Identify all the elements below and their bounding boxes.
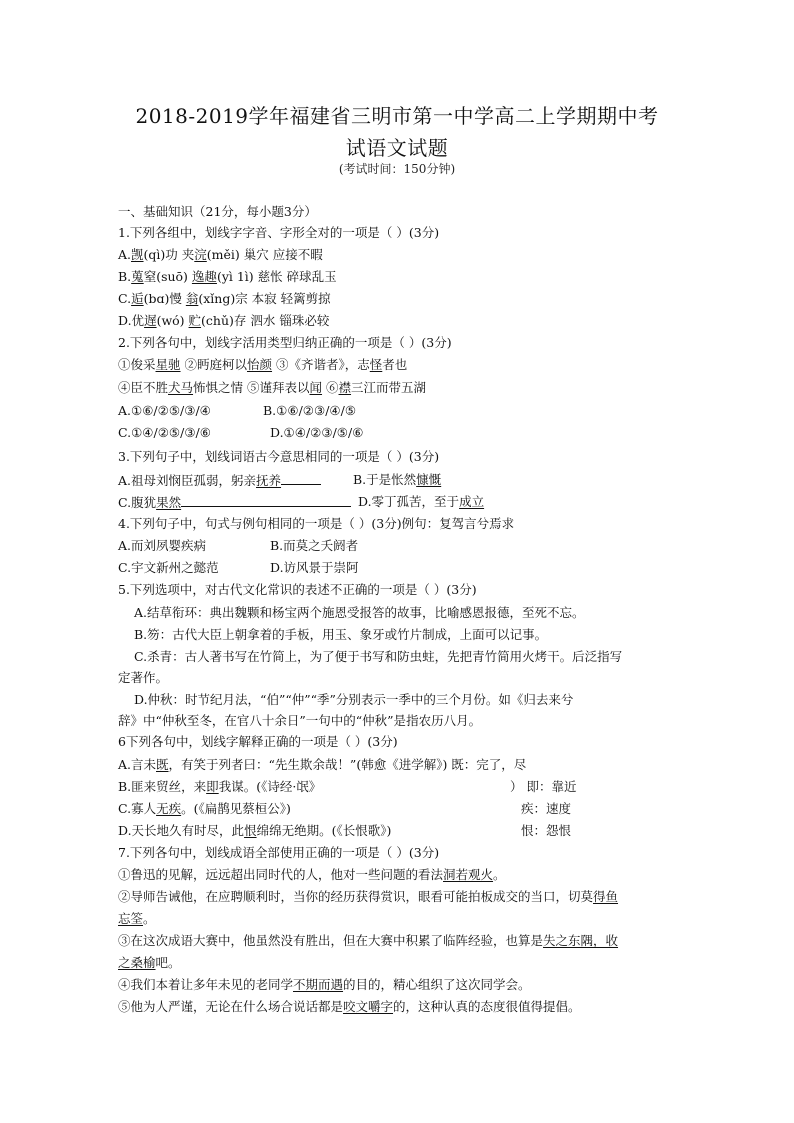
q6-option-b: B.匪来贸丝，来即我谋。(《诗经·氓》 bbox=[118, 779, 322, 794]
exam-title-line2: 试语文试题 bbox=[345, 136, 449, 160]
q7-sentence-3-line1: ③在这次成语大赛中，他虽然没有胜出，但在大赛中积累了临阵经验，也算是失之东隅，收 bbox=[118, 933, 619, 948]
q1-option-c: C.逅(bɑ)慢 翁(xǐng)宗 本寂 轻篱剪掠 bbox=[118, 291, 331, 306]
q2-option-d: D.①④/②③/⑤/⑥ bbox=[270, 425, 364, 440]
q3-stem: 3.下列句子中，划线词语古今意思相同的一项是（ ）(3分) bbox=[118, 449, 440, 464]
q4-option-a: A.而刘夙婴疾病 bbox=[118, 538, 207, 553]
exam-time: (考试时间：150分钟) bbox=[338, 162, 456, 176]
q1-option-d: D.优遅(wó) 贮(chǔ)存 泗水 锱珠必较 bbox=[118, 313, 330, 328]
q6-option-d: D.天长地久有时尽，此恨绵绵无绝期。(《长恨歌》) bbox=[118, 823, 392, 838]
q7-sentence-2-line2: 忘筌。 bbox=[118, 911, 156, 926]
q6-option-c-gloss: 疾：速度 bbox=[521, 801, 572, 816]
q5-option-d-line1: D.仲秋：时节纪月法，“伯”“仲”“季”分别表示一季中的三个月份。如《归去来兮 bbox=[134, 692, 574, 707]
q4-stem: 4.下列句子中，句式与例句相同的一项是（ ）(3分)例句：复驾言兮焉求 bbox=[118, 516, 515, 531]
q6-option-d-gloss: 恨：怨恨 bbox=[521, 823, 572, 838]
q2-stem: 2.下列各句中，划线字活用类型归纳正确的一项是（ ）(3分) bbox=[118, 335, 452, 350]
q6-option-b-gloss: ） 即：靠近 bbox=[510, 779, 577, 794]
q5-option-c-line2: 定著作。 bbox=[118, 670, 169, 685]
section-heading: 一、基础知识（21分，每小题3分） bbox=[118, 204, 317, 219]
q7-sentence-2-line1: ②导师告诫他，在应聘顺利时，当你的经历获得赏识，眼看可能拍板成交的当口，切莫得鱼 bbox=[118, 889, 619, 904]
q6-option-c: C.寡人无疾。(《扁鹊见蔡桓公》) bbox=[118, 801, 291, 816]
q2-option-c: C.①④/②⑤/③/⑥ bbox=[118, 425, 211, 440]
q5-option-b: B.笏：古代大臣上朝拿着的手板，用玉、象牙或竹片制成，上面可以记事。 bbox=[134, 627, 548, 642]
q1-option-a: A.觊(qì)功 夹浣(měi) 巢穴 应接不暇 bbox=[118, 247, 323, 262]
q3-option-b: B.于是怅然慷慨 bbox=[353, 472, 442, 487]
q3-option-d: D.零丁孤苦，至于成立 bbox=[358, 494, 485, 509]
q5-option-a: A.结草衔环：典出魏颗和杨宝两个施恩受报答的故事，比喻感恩报德，至死不忘。 bbox=[134, 605, 585, 620]
q2-sentences-row1: ①俊采星驰 ②眄庭柯以怡颜 ③《齐谐者》，志怪者也 bbox=[118, 357, 408, 372]
q7-stem: 7.下列各句中，划线成语全部使用正确的一项是（ ）(3分) bbox=[118, 845, 440, 860]
q1-option-b: B.蒐窒(suō) 逸趣(yì 1ì) 慈怅 碎球乱玉 bbox=[118, 269, 337, 284]
q2-sentences-row2: ④臣不胜犬马怖惧之情 ⑤谨拜表以闻 ⑥襟三江而带五湖 bbox=[118, 380, 427, 395]
q3-option-a: A.祖母刘悯臣孤弱，躬亲抚养 bbox=[118, 472, 321, 489]
q4-option-c: C.宇文新州之懿范 bbox=[118, 560, 219, 575]
q2-option-b: B.①⑥/②③/④/⑤ bbox=[263, 403, 357, 418]
q7-sentence-4: ④我们本着让多年未见的老同学不期而遇的目的，精心组织了这次同学会。 bbox=[118, 977, 531, 992]
q4-option-b: B.而莫之夭阏者 bbox=[270, 538, 359, 553]
q3-option-c: C.腹犹果然 bbox=[118, 494, 351, 511]
q4-option-d: D.访风景于崇阿 bbox=[270, 560, 359, 575]
q5-stem: 5.下列选项中，对古代文化常识的表述不正确的一项是（ ）(3分) bbox=[118, 582, 477, 597]
q6-option-a: A.言未既，有笑于列者曰：“先生欺余哉！”(韩愈《进学解》) 既：完了，尽 bbox=[118, 757, 527, 772]
q7-sentence-1: ①鲁迅的见解，远远超出同时代的人，他对一些问题的看法洞若观火。 bbox=[118, 867, 506, 882]
q7-sentence-3-line2: 之桑榆吧。 bbox=[118, 955, 181, 970]
q5-option-d-line2: 辞》中“仲秋至冬，在官八十余日”一句中的“仲秋”是指农历八月。 bbox=[118, 713, 482, 728]
q7-sentence-5: ⑤他为人严谨，无论在什么场合说话都是咬文嚼字的，这种认真的态度很值得提倡。 bbox=[118, 999, 581, 1014]
q6-stem: 6下列各句中，划线字解释正确的一项是（ ）(3分) bbox=[118, 734, 398, 749]
q5-option-c-line1: C.杀青：古人著书写在竹简上，为了便于书写和防虫蛀，先把青竹简用火烤干。后泛指写 bbox=[134, 649, 623, 664]
q1-stem: 1.下列各组中，划线字字音、字形全对的一项是（ ）(3分) bbox=[118, 225, 440, 240]
exam-title-line1: 2018-2019学年福建省三明市第一中学高二上学期期中考 bbox=[135, 104, 659, 128]
q2-option-a: A.①⑥/②⑤/③/④ bbox=[118, 403, 211, 418]
